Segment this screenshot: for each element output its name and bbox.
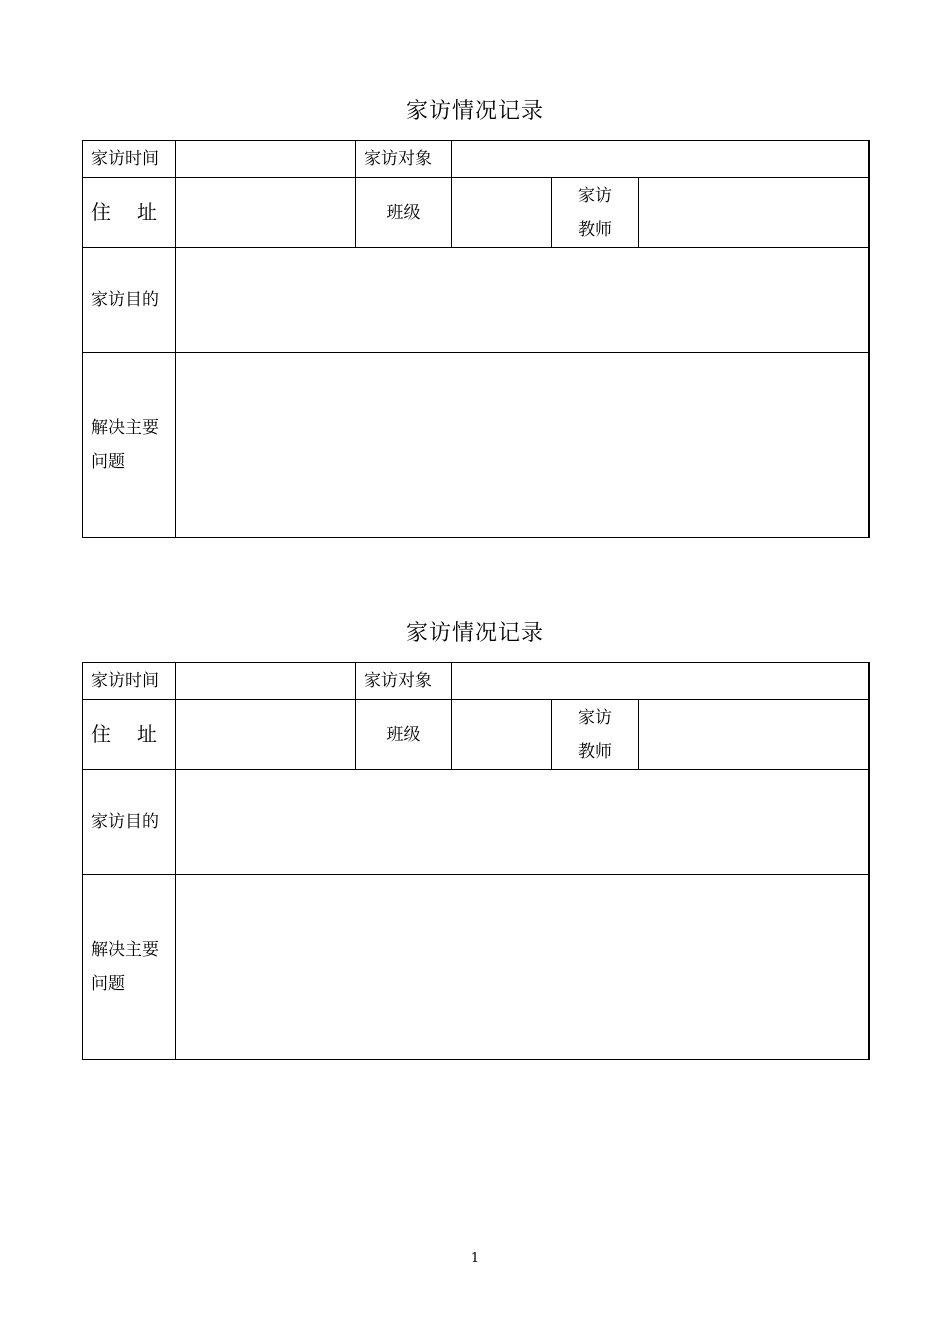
visit-target-label: 家访对象 [356,663,452,700]
address-label-a: 住 [91,199,111,224]
visit-time-label: 家访时间 [83,663,176,700]
address-label-a: 住 [91,721,111,746]
address-label [83,700,176,770]
issues-field[interactable] [176,353,869,538]
table-row [83,353,869,538]
class-field[interactable] [452,700,552,770]
teacher-label-a: 家访 [578,707,612,728]
class-field[interactable] [452,178,552,248]
teacher-label [552,178,639,248]
issues-label [83,875,176,1060]
issues-label-a: 解决主要 [91,418,159,438]
visit-target-label: 家访对象 [356,141,452,178]
address-label [83,178,176,248]
issues-field[interactable] [176,875,869,1060]
teacher-label [552,700,639,770]
visit-target-field[interactable] [452,141,869,178]
address-label-b: 址 [137,199,157,224]
visit-time-label: 家访时间 [83,141,176,178]
teacher-label-a: 家访 [578,185,612,206]
issues-label [83,353,176,538]
purpose-field[interactable] [176,770,869,875]
visit-target-field[interactable] [452,663,869,700]
address-field[interactable] [176,178,356,248]
class-label: 班级 [356,178,452,248]
visit-time-field[interactable] [176,663,356,700]
visit-time-field[interactable] [176,141,356,178]
address-field[interactable] [176,700,356,770]
issues-label-a: 解决主要 [91,940,159,960]
table-row [83,875,869,1060]
address-label-b: 址 [137,721,157,746]
issues-label-b: 问题 [91,974,125,994]
teacher-label-b: 教师 [578,219,612,240]
table-row [83,178,869,248]
purpose-label: 家访目的 [83,248,176,353]
page-number: 1 [470,1251,480,1266]
teacher-field[interactable] [639,700,869,770]
issues-label-b: 问题 [91,452,125,472]
form-title: 家访情况记录 [405,621,544,646]
table-row [83,770,869,875]
table-row [83,248,869,353]
teacher-field[interactable] [639,178,869,248]
table-row [83,141,869,178]
table-row [83,700,869,770]
record-table [82,662,870,1060]
record-table [82,140,870,538]
form-title: 家访情况记录 [405,99,544,124]
class-label: 班级 [356,700,452,770]
purpose-field[interactable] [176,248,869,353]
teacher-label-b: 教师 [578,741,612,762]
table-row [83,663,869,700]
purpose-label: 家访目的 [83,770,176,875]
